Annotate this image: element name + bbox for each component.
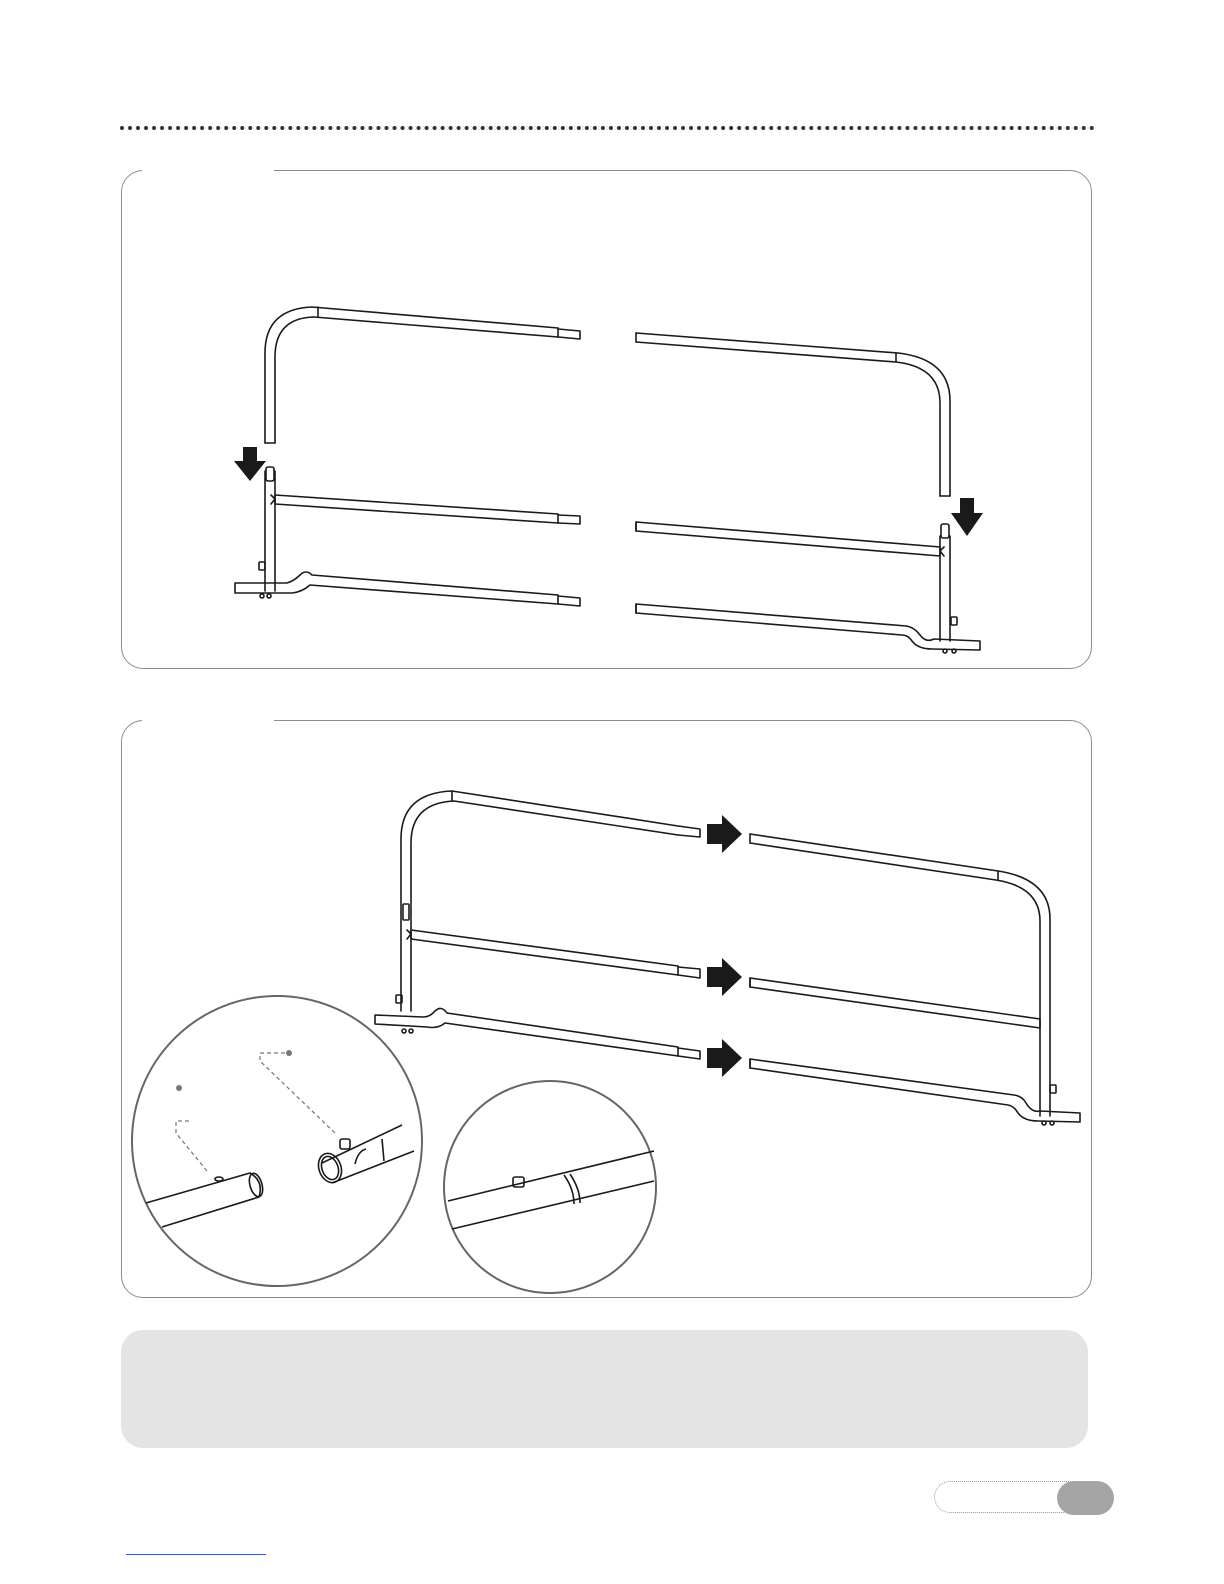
page-number	[1057, 1481, 1114, 1515]
frame-assembly-illustration-1	[122, 171, 1093, 670]
left-upper-rail	[401, 791, 678, 1011]
left-post	[265, 471, 275, 591]
note-box	[121, 1330, 1088, 1448]
section-divider	[120, 126, 1095, 130]
right-arrow-icon	[707, 1039, 742, 1077]
right-bottom-rail	[636, 604, 980, 650]
detail-callout-joined	[444, 1081, 656, 1293]
right-upper-rail	[636, 333, 950, 496]
left-bottom-rail	[375, 1008, 678, 1056]
frame-assembly-illustration-2	[122, 721, 1093, 1299]
left-upper-rail	[265, 307, 558, 443]
right-bottom-rail	[750, 1059, 1080, 1122]
down-arrow-icon	[234, 447, 266, 481]
left-bottom-rail	[235, 572, 558, 604]
step-figure-panel-2	[121, 720, 1092, 1298]
right-arrow-icon	[707, 815, 742, 853]
down-arrow-icon	[951, 498, 983, 536]
page-indicator	[934, 1481, 1114, 1515]
detail-callout-separated	[132, 996, 422, 1286]
step-figure-panel-1	[121, 170, 1092, 669]
footer-link-underline[interactable]	[126, 1554, 266, 1555]
right-arrow-icon	[707, 958, 742, 996]
